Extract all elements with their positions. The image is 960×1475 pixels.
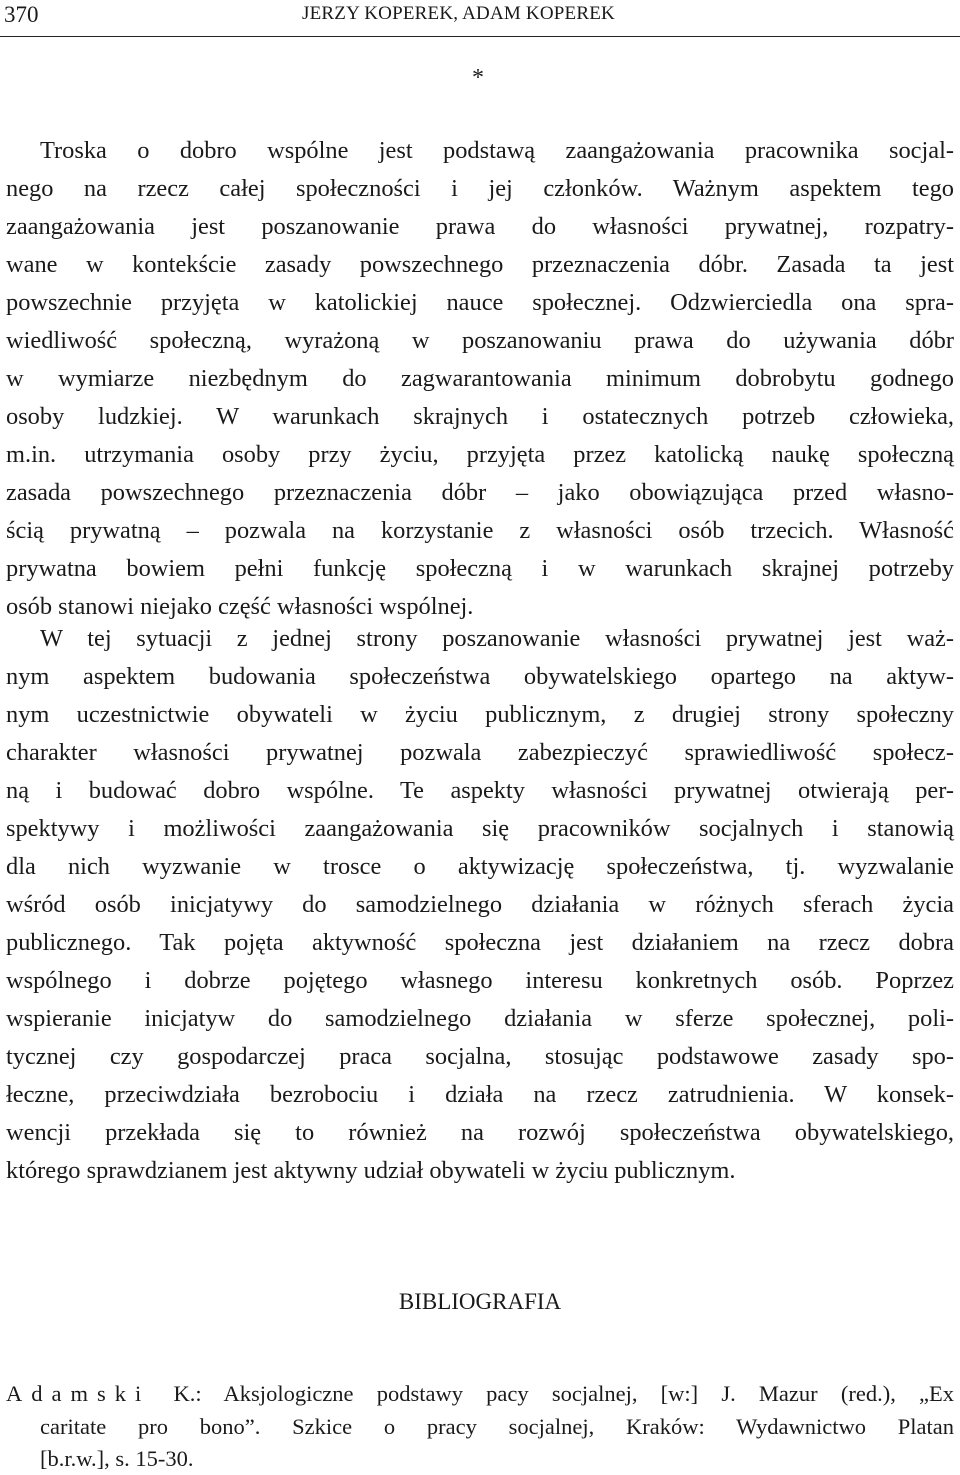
paragraph-line: Troska o dobro wspólne jest podstawą zaangażowania pracownika socjal- [40, 137, 954, 164]
paragraph-line: wane w kontekście zasady powszechnego przeznaczenia dóbr. Zasada ta jest [6, 251, 954, 278]
bibliography-entry-line-3: [b.r.w.], s. 15-30. [40, 1446, 194, 1471]
paragraph-line: W tej sytuacji z jednej strony poszanowanie własności prywatnej jest waż- [40, 625, 954, 652]
paragraph-line: którego sprawdzianem jest aktywny udział obywateli w życiu publicznym. [6, 1157, 736, 1184]
section-divider-asterisk: * [472, 65, 484, 91]
paragraph-line: w wymiarze niezbędnym do zagwarantowania minimum dobrobytu godnego [6, 365, 954, 392]
page-number: 370 [4, 2, 39, 27]
paragraph-line: wśród osób inicjatywy do samodzielnego działania w różnych sferach życia [6, 891, 954, 918]
paragraph-line: nego na rzecz całej społeczności i jej członków. Ważnym aspektem tego [6, 175, 954, 202]
paragraph-line: ścią prywatną – pozwala na korzystanie z własności osób trzecich. Własność [6, 517, 954, 544]
paragraph-line: łeczne, przeciwdziała bezrobociu i działa na rzecz zatrudnienia. W konsek- [6, 1081, 954, 1108]
paragraph-line: m.in. utrzymania osoby przy życiu, przyjęta przez katolicką naukę społeczną [6, 441, 954, 468]
paragraph-line: powszechnie przyjęta w katolickiej nauce społecznej. Odzwierciedla ona spra- [6, 289, 954, 316]
running-header [0, 0, 960, 37]
paragraph-line: wiedliwość społeczną, wyrażoną w poszanowaniu prawa do używania dóbr [6, 327, 954, 354]
paragraph-line: osoby ludzkiej. W warunkach skrajnych i ostatecznych potrzeb człowieka, [6, 403, 954, 430]
paragraph-line: wspieranie inicjatyw do samodzielnego działania w sferze społecznej, poli- [6, 1005, 954, 1032]
paragraph-line: zasada powszechnego przeznaczenia dóbr – jako obowiązująca przed własno- [6, 479, 954, 506]
paragraph-line: ną i budować dobro wspólne. Te aspekty własności prywatnej otwierają per- [6, 777, 954, 804]
bibliography-author: Adamski [6, 1381, 151, 1406]
paragraph-line: zaangażowania jest poszanowanie prawa do własności prywatnej, rozpatry- [6, 213, 954, 240]
bibliography-entry-text: K.: Aksjologiczne podstawy pacy socjalnej, [w:] J. Mazur (red.), „Ex [173, 1381, 955, 1406]
paragraph-line: wspólnego i dobrze pojętego własnego interesu konkretnych osób. Poprzez [6, 967, 954, 994]
paragraph-line: tycznej czy gospodarczej praca socjalna, stosując podstawowe zasady spo- [6, 1043, 954, 1070]
paragraph-line: osób stanowi niejako część własności wspólnej. [6, 593, 474, 620]
bibliography-heading: BIBLIOGRAFIA [398, 1289, 562, 1314]
bibliography-entry-line-1 [6, 1378, 954, 1410]
paragraph-line: nym aspektem budowania społeczeństwa obywatelskiego opartego na aktyw- [6, 663, 954, 690]
paragraph-line: dla nich wyzwanie w trosce o aktywizację społeczeństwa, tj. wyzwalanie [6, 853, 954, 880]
paragraph-line: spektywy i możliwości zaangażowania się pracowników socjalnych i stanowią [6, 815, 954, 842]
paragraph-line: charakter własności prywatnej pozwala zabezpieczyć sprawiedliwość społecz- [6, 739, 954, 766]
paragraph-line: nym uczestnictwie obywateli w życiu publicznym, z drugiej strony społeczny [6, 701, 954, 728]
paragraph-line: prywatna bowiem pełni funkcję społeczną i w warunkach skrajnej potrzeby [6, 555, 954, 582]
paragraph-line: publicznego. Tak pojęta aktywność społeczna jest działaniem na rzecz dobra [6, 929, 954, 956]
running-head-authors: JERZY KOPEREK, ADAM KOPEREK [302, 3, 615, 24]
bibliography-entry-line-2: caritate pro bono”. Szkice o pracy socjalnej, Kraków: Wydawnictwo Platan [40, 1414, 954, 1439]
paragraph-line: wencji przekłada się to również na rozwój społeczeństwa obywatelskiego, [6, 1119, 954, 1146]
